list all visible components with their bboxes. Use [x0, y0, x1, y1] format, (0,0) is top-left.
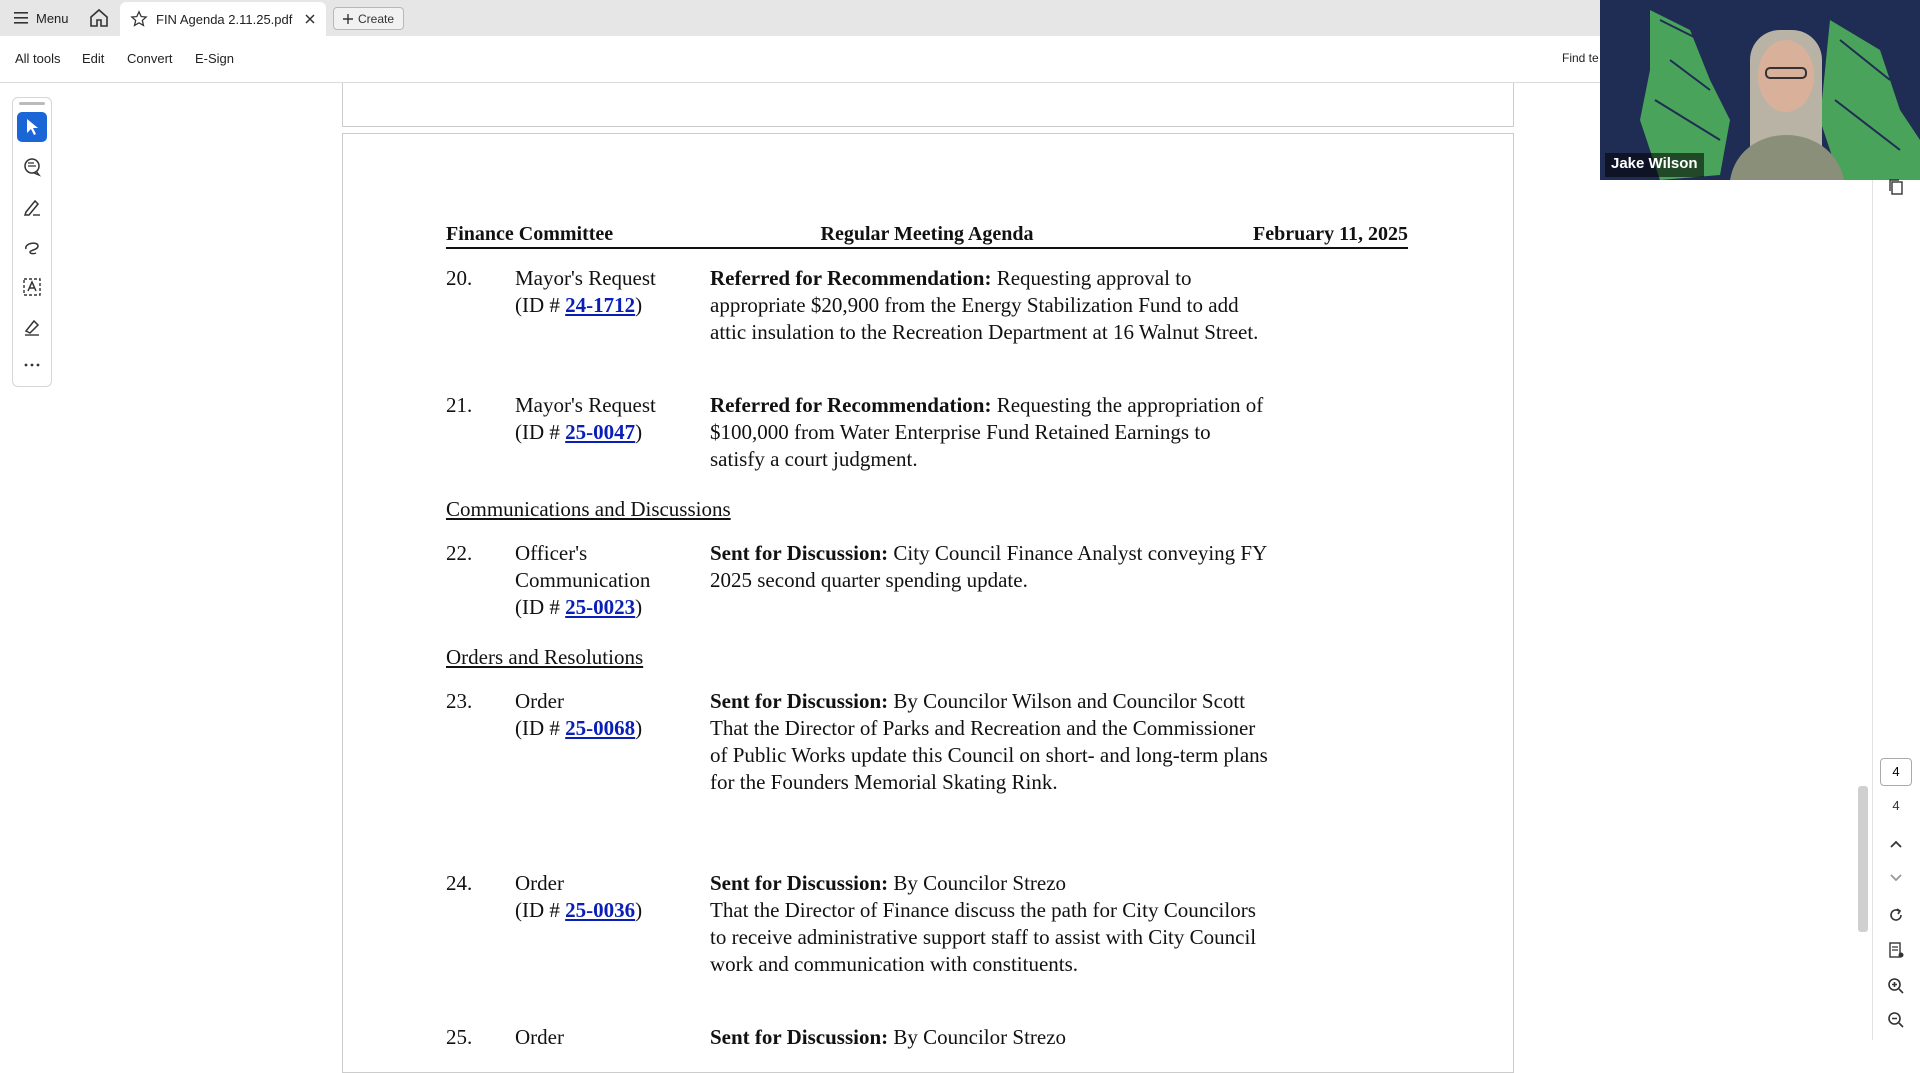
- item-description: [710, 870, 1270, 978]
- item-description: [710, 1024, 1270, 1051]
- item-id-link[interactable]: 25-0068: [565, 716, 636, 740]
- quick-tools-rail: [12, 97, 52, 387]
- item-text-body: That the Director of Parks and Recreation and the Commissioner of Public Works update this Council on short- and long-term plans for the Founders Memorial Skating Rink.: [710, 716, 1268, 794]
- item-description: [710, 540, 1270, 594]
- section-orders: Orders and Resolutions: [446, 645, 644, 669]
- source-type-2: Communication: [515, 568, 651, 592]
- item-number: 24.: [446, 871, 473, 895]
- more-tools[interactable]: [17, 350, 47, 380]
- edit-menu[interactable]: Edit: [82, 51, 105, 66]
- id-prefix: (ID #: [515, 420, 566, 444]
- item-status: Referred for Recommendation:: [710, 393, 992, 417]
- item-status: Referred for Recommendation:: [710, 266, 992, 290]
- pdf-page: [342, 133, 1514, 1073]
- create-button[interactable]: [333, 7, 404, 30]
- item-id-link[interactable]: 25-0047: [565, 420, 636, 444]
- item-source: [515, 1024, 715, 1051]
- item-number: 21.: [446, 393, 473, 417]
- tab-title: FIN Agenda 2.11.25.pdf: [156, 11, 293, 27]
- source-type: Order: [515, 871, 564, 895]
- source-type: Order: [515, 689, 564, 713]
- id-prefix: (ID #: [515, 898, 566, 922]
- id-prefix: (ID #: [515, 716, 566, 740]
- item-number: 23.: [446, 689, 473, 713]
- text-box-tool[interactable]: [17, 272, 47, 302]
- copy-pages-icon: [1888, 178, 1904, 196]
- item-status: Sent for Discussion:: [710, 871, 889, 895]
- item-text: By Councilor Strezo: [888, 1025, 1067, 1049]
- item-id-link[interactable]: 25-0036: [565, 898, 636, 922]
- page-display-button[interactable]: [1884, 938, 1908, 962]
- sign-icon: [22, 317, 42, 337]
- item-text-body: That the Director of Finance discuss the path for City Councilors to receive administrative support staff to assist with City Council work and communication with constituents.: [710, 898, 1257, 976]
- sign-tool[interactable]: [17, 312, 47, 342]
- item-description: [710, 265, 1270, 346]
- item-source: [515, 265, 715, 319]
- previous-page: [342, 83, 1514, 127]
- select-tool[interactable]: [17, 112, 47, 142]
- item-source: [515, 688, 715, 742]
- text-box-icon: [22, 277, 42, 297]
- chevron-down-icon: [1889, 873, 1903, 883]
- rotate-icon: [1887, 906, 1905, 924]
- highlight-pen-icon: [22, 197, 42, 217]
- star-icon[interactable]: [130, 10, 148, 28]
- item-text: By Councilor Strezo: [888, 871, 1067, 895]
- rail-grip[interactable]: [19, 102, 45, 105]
- create-label: Create: [357, 11, 395, 26]
- video-participant-tile[interactable]: [1600, 0, 1920, 180]
- item-status: Sent for Discussion:: [710, 1025, 889, 1049]
- organize-pages-button[interactable]: [1884, 175, 1908, 199]
- find-text-button[interactable]: Find te: [1562, 51, 1599, 65]
- item-status: Sent for Discussion:: [710, 689, 889, 713]
- source-type: Order: [515, 1025, 564, 1049]
- more-icon: [23, 362, 41, 368]
- zoom-in-button[interactable]: [1884, 974, 1908, 998]
- item-text: Requesting the appropriation of $100,000 from Water Enterprise Fund Retained Earnings to satisfy a court judgment.: [710, 393, 1264, 471]
- id-suffix: ): [635, 420, 643, 444]
- next-page-button[interactable]: [1884, 866, 1908, 890]
- plus-icon: [343, 14, 353, 24]
- document-tab[interactable]: [120, 2, 326, 36]
- all-tools-menu[interactable]: All tools: [15, 51, 61, 66]
- id-suffix: ): [635, 293, 643, 317]
- item-status: Sent for Discussion:: [710, 541, 889, 565]
- home-icon: [88, 7, 110, 29]
- item-text: City Council Finance Analyst conveying FY 2025 second quarter spending update.: [710, 541, 1267, 592]
- convert-menu[interactable]: Convert: [127, 51, 173, 66]
- section-communications: Communications and Discussions: [446, 497, 731, 521]
- header-date: February 11, 2025: [1253, 223, 1408, 245]
- item-source: [515, 392, 715, 446]
- participant-name: Jake Wilson: [1605, 153, 1704, 177]
- header-title: Regular Meeting Agenda: [820, 223, 1034, 245]
- menu-label: Menu: [36, 10, 69, 26]
- source-type: Officer's: [515, 541, 588, 565]
- id-prefix: (ID #: [515, 595, 566, 619]
- close-tab-icon[interactable]: [302, 11, 318, 27]
- source-type: Mayor's Request: [515, 266, 656, 290]
- zoom-out-button[interactable]: [1884, 1008, 1908, 1032]
- id-suffix: ): [635, 716, 643, 740]
- item-description: [710, 392, 1270, 473]
- item-source: [515, 870, 715, 924]
- page-header: [446, 223, 1408, 249]
- zoom-out-icon: [1887, 1011, 1905, 1029]
- comment-icon: [22, 157, 42, 177]
- item-id-link[interactable]: 24-1712: [565, 293, 636, 317]
- zoom-in-icon: [1887, 977, 1905, 995]
- draw-tool[interactable]: [17, 232, 47, 262]
- hamburger-icon: [14, 12, 28, 24]
- source-type: Mayor's Request: [515, 393, 656, 417]
- item-description: [710, 688, 1270, 796]
- previous-page-button[interactable]: [1884, 832, 1908, 856]
- page-total: 4: [1892, 798, 1900, 813]
- id-suffix: ): [635, 898, 643, 922]
- draw-freehand-icon: [22, 237, 42, 257]
- id-prefix: (ID #: [515, 293, 566, 317]
- id-suffix: ): [635, 595, 643, 619]
- chevron-up-icon: [1889, 839, 1903, 849]
- esign-menu[interactable]: E-Sign: [195, 51, 235, 66]
- page-number-input[interactable]: 4: [1880, 758, 1912, 786]
- item-number: 20.: [446, 266, 473, 290]
- item-source: [515, 540, 715, 621]
- highlight-tool[interactable]: [17, 192, 47, 222]
- rotate-button[interactable]: [1884, 903, 1908, 927]
- item-text: Requesting approval to appropriate $20,900 from the Energy Stabilization Fund to add attic insulation to the Recreation Department at 16 Walnut Street.: [710, 266, 1259, 344]
- vertical-scrollbar-thumb[interactable]: [1858, 786, 1868, 932]
- comment-tool[interactable]: [17, 152, 47, 182]
- page-settings-icon: [1887, 941, 1905, 959]
- header-committee: Finance Committee: [446, 223, 614, 245]
- home-button[interactable]: [88, 7, 110, 29]
- menu-button[interactable]: [14, 8, 69, 28]
- item-number: 22.: [446, 541, 473, 565]
- item-id-link[interactable]: 25-0023: [565, 595, 636, 619]
- select-icon: [24, 118, 40, 136]
- item-text: By Councilor Wilson and Councilor Scott: [888, 689, 1246, 713]
- item-number: 25.: [446, 1025, 473, 1049]
